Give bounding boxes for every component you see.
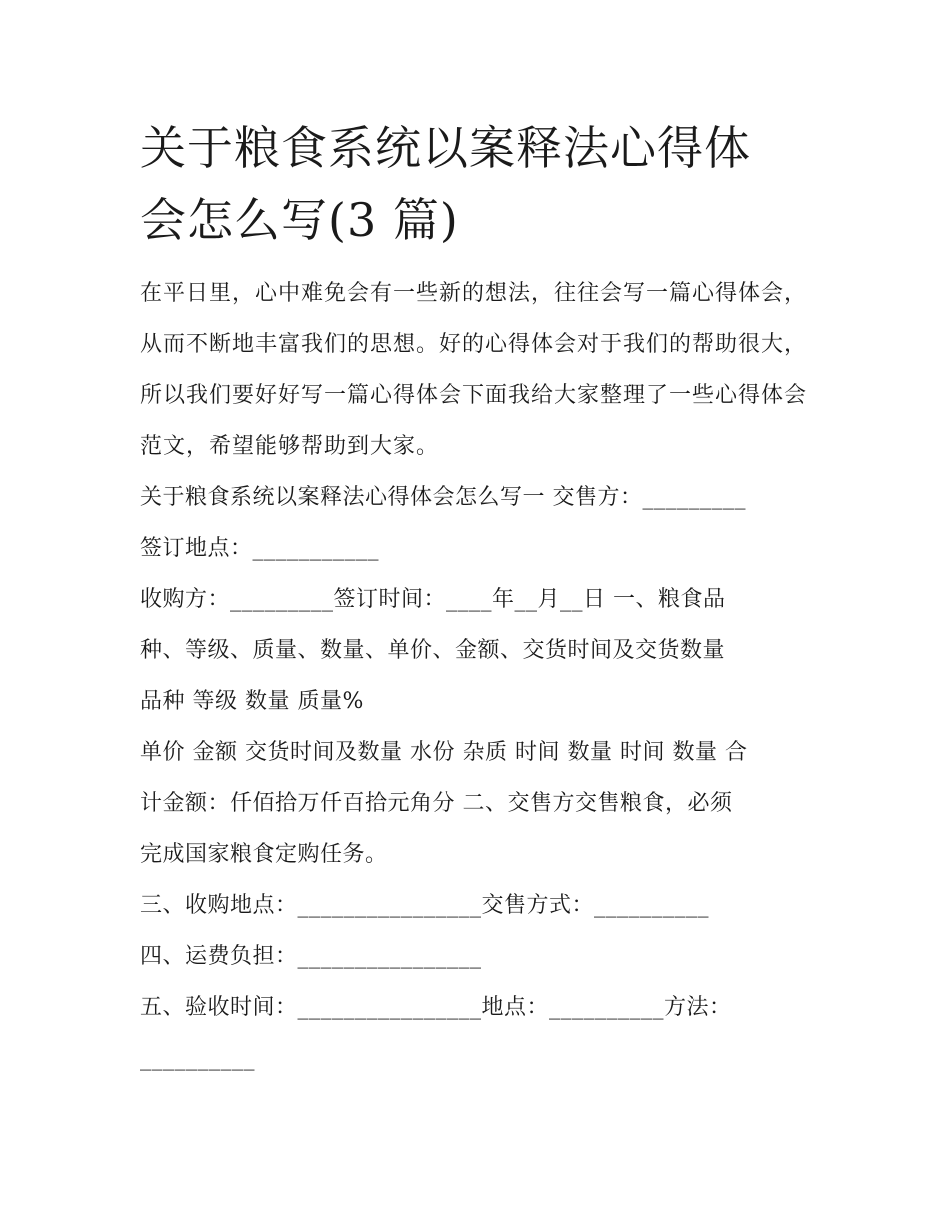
body-line: 种、等级、质量、数量、单价、金额、交货时间及交货数量 — [140, 638, 726, 663]
body-line: 五、验收时间：________________地点：__________方法： — [140, 995, 732, 1020]
body-line: 收购方：_________签订时间：____年__月__日 一、粮食品 — [140, 587, 726, 612]
title-line-2: 会怎么写(3 篇) — [140, 193, 459, 247]
body-line: 完成国家粮食定购任务。 — [140, 842, 388, 867]
title-line-1: 关于粮食系统以案释法心得体 — [140, 121, 751, 175]
body-line: 三、收购地点：________________交售方式：__________ — [140, 893, 710, 918]
intro-paragraph: 在平日里，心中难免会有一些新的想法，往往会写一篇心得体会，从而不断地丰富我们的思想。好的心得体会对于我们的帮助很大，所以我们要好好写一篇心得体会下面我给大家整理了一些心得体会范文，希望能够帮助到大家。 — [140, 281, 808, 459]
body-line: 计金额：仟佰拾万仟百拾元角分 二、交售方交售粮食，必须 — [140, 791, 733, 816]
document-title — [140, 112, 820, 256]
body-line: 单价 金额 交货时间及数量 水份 杂质 时间 数量 时间 数量 合 — [140, 740, 748, 765]
body-line: 签订地点：___________ — [140, 536, 380, 561]
contract-body — [140, 472, 820, 1084]
document-page — [140, 112, 820, 1084]
body-line: 品种 等级 数量 质量% — [140, 689, 364, 714]
body-line: 关于粮食系统以案释法心得体会怎么写一 交售方：_________ — [140, 485, 746, 510]
body-line: __________ — [140, 1046, 255, 1071]
body-line: 四、运费负担：________________ — [140, 944, 482, 969]
